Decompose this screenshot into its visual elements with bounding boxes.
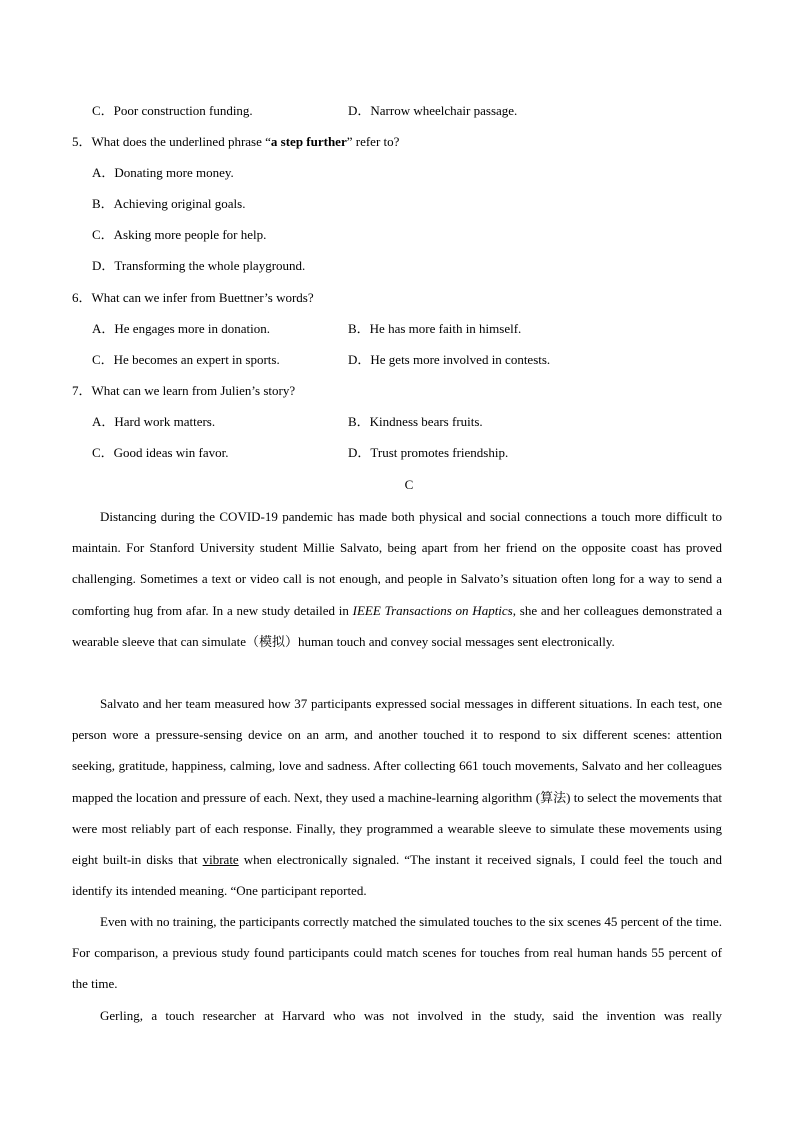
- passage-paragraph-4: [72, 1000, 722, 1031]
- q5-stem: [72, 134, 399, 150]
- q6-option-d: D．He gets more involved in contests.: [348, 352, 551, 367]
- p4-text: Gerling, a touch researcher at Harvard who was not involved in the study, said the invention was really: [100, 1008, 722, 1023]
- q5-option-b: B．Achieving original goals.: [92, 196, 246, 211]
- q5-stem-bold: a step further: [270, 134, 347, 149]
- q7-option-a: A．Hard work matters.: [92, 414, 216, 429]
- p1-journal-title: IEEE Transactions on Haptics: [352, 602, 513, 618]
- q6-option-b: B．He has more faith in himself.: [348, 321, 522, 336]
- q4-option-d: D．Narrow wheelchair passage.: [348, 103, 518, 118]
- q7-option-b: B．Kindness bears fruits.: [348, 414, 483, 429]
- q4-option-c: C．Poor construction funding.: [92, 103, 253, 118]
- q5-option-a: A．Donating more money.: [92, 165, 234, 180]
- q6-option-c: C．He becomes an expert in sports.: [92, 352, 280, 367]
- p1-text-b: , she and her colleagues demonstrated a wearable sleeve that can simulate（模拟）human touch and convey social messages sent electronically.: [72, 602, 722, 649]
- p3-text: Even with no training, the participants correctly matched the simulated touches to the six scenes 45 percent of the time. For comparison, a previous study found participants could match scenes for touches from real human hands 55 percent of the time.: [72, 914, 722, 992]
- p1-text-a: Distancing during the COVID-19 pandemic has made both physical and social connections a touch more difficult to maintain. For Stanford University student Millie Salvato, being apart from her friend on the opposite coast has proved challenging. Sometimes a text or video call is not enough, and people in Salvato’s situation often long for a way to send a comforting hug from afar. In a new study detailed in: [72, 509, 722, 618]
- q7-stem: 7．What can we learn from Julien’s story?: [72, 383, 296, 398]
- section-heading: C: [404, 477, 414, 492]
- p2-text-b: when electronically signaled. “The instant it received signals, I could feel the touch and identify its intended meaning. “One participant reported.: [72, 852, 723, 899]
- q6-option-a: A．He engages more in donation.: [92, 321, 270, 336]
- q7-option-c: C．Good ideas win favor.: [92, 445, 229, 460]
- p2-text-a: Salvato and her team measured how 37 participants expressed social messages in different situations. In each test, one person wore a pressure-sensing device on an arm, and another touched it to respond to six different scenes: attention seeking, gratitude, happiness, calming, love and sadness. After collecting 661 touch movements, Salvato and her colleagues mapped the location and pressure of each. Next, they used a machine-learning algorithm (算法) to select the movements that were most reliably part of each response. Finally, they programmed a wearable sleeve to simulate these movements using eight built-in disks that: [72, 696, 722, 868]
- q5-option-d: D．Transforming the whole playground.: [92, 258, 306, 273]
- passage-paragraph-1: [72, 501, 722, 657]
- passage-paragraph-3: [72, 906, 722, 1000]
- q5-stem-after: ” refer to?: [346, 134, 400, 149]
- p2-underlined-word: vibrate: [202, 852, 239, 868]
- q7-option-d: D．Trust promotes friendship.: [348, 445, 509, 460]
- q6-stem: 6．What can we infer from Buettner’s words?: [72, 290, 314, 305]
- q5-option-c: C．Asking more people for help.: [92, 227, 267, 242]
- passage-paragraph-2: [72, 688, 722, 906]
- q5-stem-before: 5．What does the underlined phrase “: [72, 134, 271, 149]
